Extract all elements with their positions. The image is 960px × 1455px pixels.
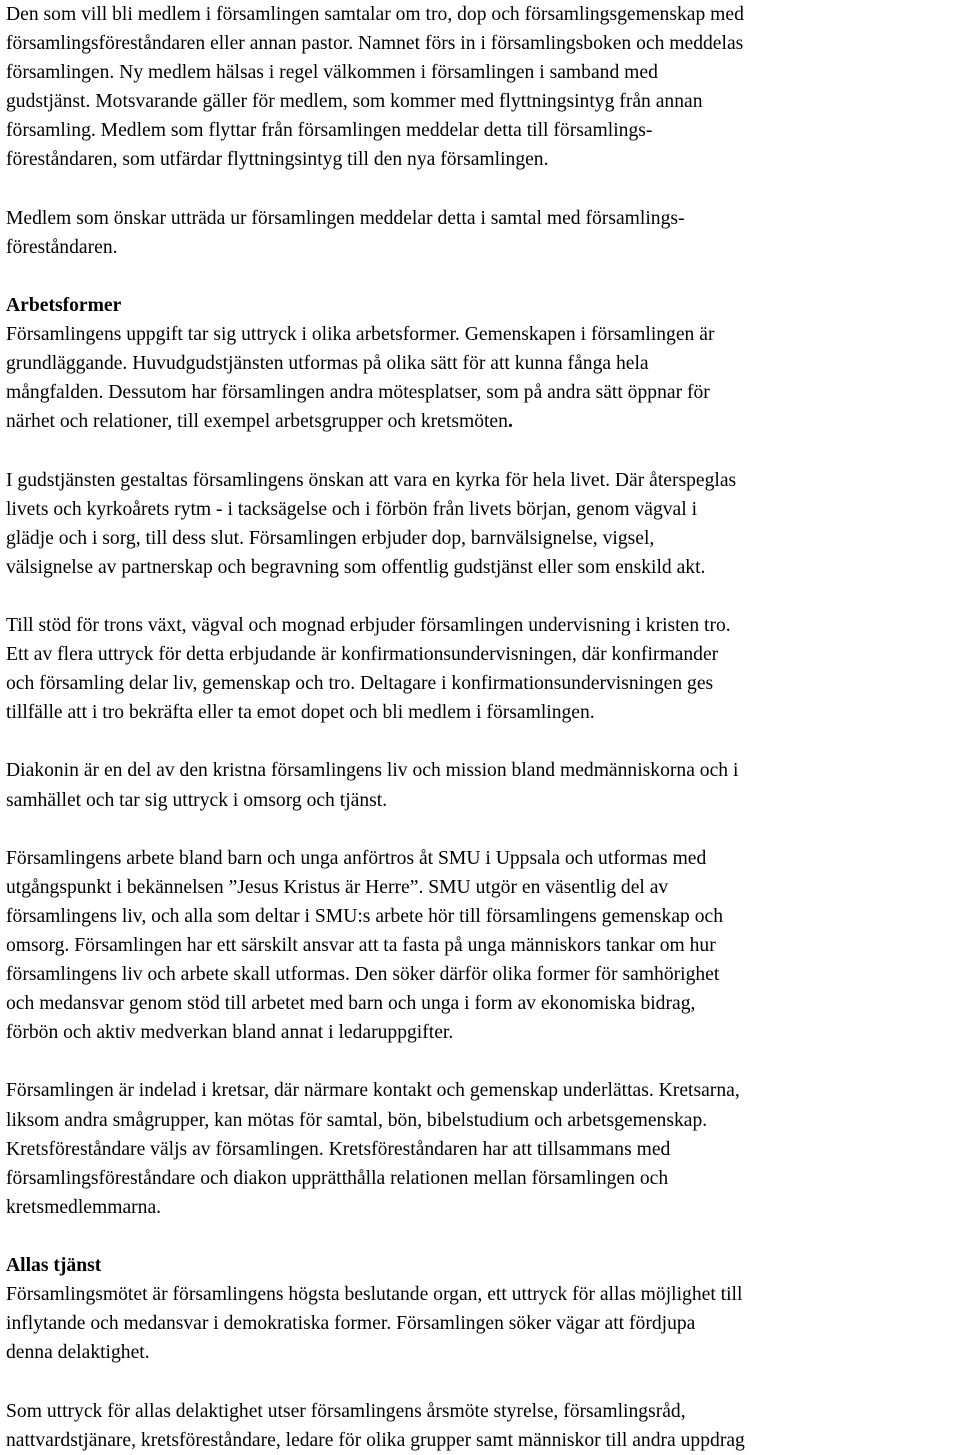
paragraph-gap xyxy=(6,1367,954,1396)
text-line: Församlingsmötet är församlingens högsta beslutande organ, ett uttryck för allas möjlighet till xyxy=(6,1284,743,1306)
paragraph-participation xyxy=(6,1397,954,1455)
paragraph-gap xyxy=(6,582,954,611)
text-line: Ett av flera uttryck för detta erbjudande är konfirmationsundervisningen, där konfirmander xyxy=(6,644,719,666)
text-line: och församling delar liv, gemenskap och tro. Deltagare i konfirmationsundervisningen ges xyxy=(6,673,714,695)
text-line: församlingsföreståndaren eller annan pastor. Namnet förs in i församlingsboken och meddelas xyxy=(6,33,744,55)
text-line: församlingen. Ny medlem hälsas i regel välkommen i församlingen i samband med xyxy=(6,62,658,84)
text-line: föreståndaren, som utfärdar flyttningsintyg till den nya församlingen. xyxy=(6,149,549,171)
text-line: I gudstjänsten gestaltas församlingens önskan att vara en kyrka för hela livet. Där återspeglas xyxy=(6,469,737,491)
paragraph-teaching xyxy=(6,611,954,727)
text-line: församlingens liv, och alla som deltar i SMU:s arbete hör till församlingens gemenskap och xyxy=(6,905,724,927)
text-line: församling. Medlem som flyttar från församlingen meddelar detta till församlings- xyxy=(6,120,653,142)
text-line: Som uttryck för allas delaktighet utser församlingens årsmöte styrelse, församlingsråd, xyxy=(6,1400,686,1422)
text-line: utgångspunkt i bekännelsen ”Jesus Kristus är Herre”. SMU utgör en väsentlig del av xyxy=(6,876,669,898)
text-line: föreståndaren. xyxy=(6,236,118,258)
text-line: mångfalden. Dessutom har församlingen andra mötesplatser, som på andra sätt öppnar för xyxy=(6,382,710,404)
paragraph-gap xyxy=(6,1222,954,1251)
text-line: Den som vill bli medlem i församlingen samtalar om tro, dop och församlingsgemenskap med xyxy=(6,4,744,25)
paragraph-gap xyxy=(6,1047,954,1076)
text-line: Kretsföreståndare väljs av församlingen. Kretsföreståndaren har att tillsammans med xyxy=(6,1138,671,1160)
paragraph-membership xyxy=(6,0,954,175)
paragraph-worship xyxy=(6,466,954,582)
text-line: Diakonin är en del av den kristna församlingens liv och mission bland medmänniskorna och i xyxy=(6,760,739,782)
document-page xyxy=(6,0,954,1455)
paragraph-gap xyxy=(6,727,954,756)
paragraph-gap xyxy=(6,436,954,465)
text-line: grundläggande. Huvudgudstjänsten utformas på olika sätt för att kunna fånga hela xyxy=(6,353,649,375)
paragraph-gap xyxy=(6,175,954,204)
text-line: närhet och relationer, till exempel arbetsgrupper och kretsmöten xyxy=(6,411,508,433)
paragraph-assembly xyxy=(6,1280,954,1367)
text-line: livets och kyrkoårets rytm - i tacksägelse och i förbön från livets början, genom vägval i xyxy=(6,498,698,520)
text-line: Till stöd för trons växt, vägval och mognad erbjuder församlingen undervisning i kristen tro. xyxy=(6,614,731,636)
text-line: Församlingens uppgift tar sig uttryck i olika arbetsformer. Gemenskapen i församlingen är xyxy=(6,324,715,346)
text-line: och medansvar genom stöd till arbetet med barn och unga i form av ekonomiska bidrag, xyxy=(6,993,696,1015)
paragraph-gap xyxy=(6,262,954,291)
text-line: förbön och aktiv medverkan bland annat i ledaruppgifter. xyxy=(6,1022,454,1044)
text-line: gudstjänst. Motsvarande gäller för medlem, som kommer med flyttningsintyg från annan xyxy=(6,91,703,113)
paragraph-diakonia xyxy=(6,756,954,814)
text-line: Medlem som önskar utträda ur församlingen meddelar detta i samtal med församlings- xyxy=(6,207,685,229)
text-line: välsignelse av partnerskap och begravning som offentlig gudstjänst eller som enskild akt. xyxy=(6,556,706,578)
text-line: kretsmedlemmarna. xyxy=(6,1196,162,1218)
paragraph-leaving xyxy=(6,204,954,262)
text-line: Församlingens arbete bland barn och unga anförtros åt SMU i Uppsala och utformas med xyxy=(6,847,707,869)
paragraph-children-youth xyxy=(6,844,954,1048)
section-heading-allas-tjanst: Allas tjänst xyxy=(6,1255,102,1277)
text-line: församlingsföreståndare och diakon upprätthålla relationen mellan församlingen och xyxy=(6,1167,669,1189)
section-heading-arbetsformer: Arbetsformer xyxy=(6,294,122,316)
text-line: samhället och tar sig uttryck i omsorg och tjänst. xyxy=(6,789,388,811)
text-line: nattvardstjänare, kretsföreståndare, ledare för olika grupper samt människor till andra uppdrag xyxy=(6,1429,745,1451)
text-line: inflytande och medansvar i demokratiska former. Församlingen söker vägar att fördjupa xyxy=(6,1313,696,1335)
text-line: denna delaktighet. xyxy=(6,1342,150,1364)
text-line: Församlingen är indelad i kretsar, där närmare kontakt och gemenskap underlättas. Kretsarna, xyxy=(6,1080,740,1102)
paragraph-work-forms xyxy=(6,320,954,436)
text-line: tillfälle att i tro bekräfta eller ta emot dopet och bli medlem i församlingen. xyxy=(6,702,595,724)
paragraph-gap xyxy=(6,815,954,844)
text-line: liksom andra smågrupper, kan mötas för samtal, bön, bibelstudium och arbetsgemenskap. xyxy=(6,1109,708,1131)
text-line: omsorg. Församlingen har ett särskilt ansvar att ta fasta på unga människors tankar om hur xyxy=(6,935,716,956)
paragraph-circles xyxy=(6,1076,954,1221)
bold-period: . xyxy=(507,411,513,433)
text-line: församlingens liv och arbete skall utformas. Den söker därför olika former för samhörighet xyxy=(6,964,720,986)
text-line: glädje och i sorg, till dess slut. Församlingen erbjuder dop, barnvälsignelse, vigsel, xyxy=(6,527,655,549)
